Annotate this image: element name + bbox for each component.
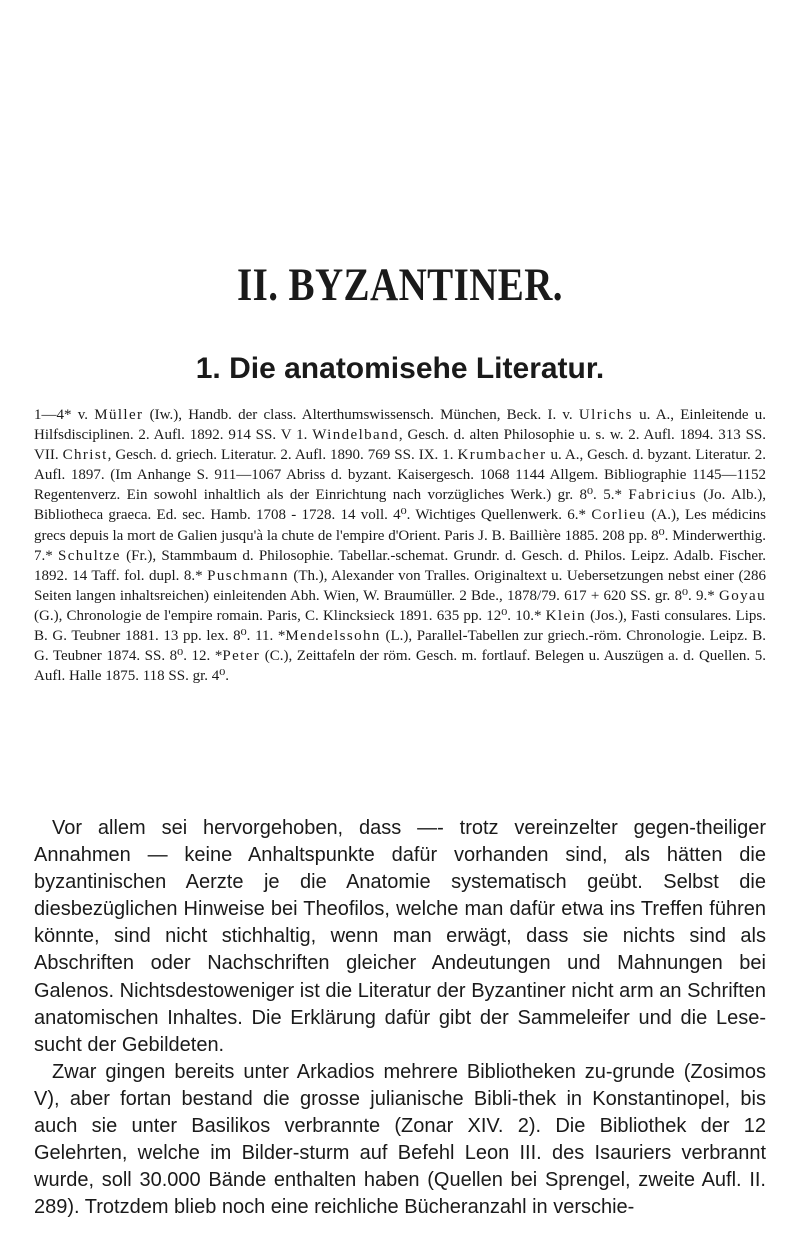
- chapter-title: II. BYZANTINER.: [237, 259, 563, 311]
- bib-text: , Gesch. d. alten Philosophie u. s. w. 2. Aufl. 1894. 313 SS. VII.: [34, 427, 766, 464]
- bib-author: Fabricius: [628, 487, 697, 504]
- bibliography-block: [34, 405, 766, 686]
- bib-author: Corlieu: [591, 507, 647, 524]
- bib-text: (A.), Les médicins grecs depuis la mort de Galien jusqu'à la chute de l'empire d'Orient. Paris J. B. Baillière 1885. 208 pp. 8⁰. Minderwerthig. 7.*: [34, 507, 767, 564]
- bib-text: u. A., Einleitende u. Hilfsdisciplinen. 2. Aufl. 1892. 914 SS. V 1.: [34, 407, 766, 444]
- bib-author: Müller: [94, 407, 144, 423]
- bib-text: v.: [562, 407, 579, 423]
- bib-text: (Iw.), Handb. der class. Alterthumswissensch. München, Beck. I.: [143, 407, 563, 423]
- bib-author: Mendelssohn: [285, 628, 381, 645]
- bib-author: Puschmann: [207, 567, 289, 584]
- bib-author: Christ: [62, 447, 108, 464]
- bib-text: (Jo. Alb.), Bibliotheca graeca. Ed. sec. Hamb. 1708 - 1728. 14 voll. 4⁰. Wichtiges Quellenwerk. 6.*: [34, 487, 766, 524]
- bib-author: Windelband: [312, 427, 399, 444]
- section-title: 1. Die anatomisehe Literatur.: [195, 352, 605, 385]
- bib-author: Goyau: [719, 587, 766, 604]
- bib-text: (Th.), Alexander von Tralles. Originaltext u. Uebersetzungen nebst einer (286 Seiten langen inhaltsreichen) einleitenden Abh. Wien, W. Braumüller. 2 Bde., 1878/79. 617 + 620 SS. gr. 8⁰. 9.*: [34, 567, 766, 604]
- bib-author: Peter: [222, 648, 261, 665]
- bib-text: (Jos.), Fasti consulares. Lips. B. G. Teubner 1881. 13 pp. lex. 8⁰. 11. *: [34, 607, 766, 645]
- bib-author: Krumbacher: [457, 447, 547, 464]
- bib-text: (G.), Chronologie de l'empire romain. Paris, C. Klincksieck 1891. 635 pp. 12⁰. 10.*: [34, 607, 546, 624]
- bib-author: Schultze: [58, 547, 121, 564]
- bib-text: , Gesch. d. griech. Literatur. 2. Aufl. 1890. 769 SS. IX. 1.: [107, 447, 458, 464]
- body-text: [34, 815, 766, 1221]
- paragraph-1: Vor allem sei hervorgehoben, dass —- trotz vereinzelter gegen-theiliger Annahmen — keine Anhaltspunkte dafür vorhanden sind, als hätten die byzantinischen Aerzte je die Anatomie systematisch geübt. Selbst die diesbezüglichen Hinweise bei Theofilos, welche man dafür etwa ins Treffen führen könnte, sind nicht stichhaltig, wenn man erwägt, dass sie nichts sind als Abschriften oder Nachschriften gleicher Andeutungen und Mahnungen bei Galenos. Nichtsdestoweniger ist die Literatur der Byzantiner nicht arm an Schriften anatomischen Inhaltes. Die Erklärung dafür gibt der Sammeleifer und die Lese-sucht der Gebildeten.: [34, 817, 766, 1056]
- bib-text: u. A., Gesch. d. byzant. Literatur. 2. Aufl. 1897. (Im Anhange S. 911—1067 Abriss d. byzant. Kaisergesch. 1068 1144 Allgem. Bibliographie 1145—1152 Regentenverz. Ein sowohl inhaltlich als der Einrichtung nach vorzügliches Werk.) gr. 8⁰. 5.*: [34, 447, 766, 504]
- bib-text: (C.), Zeittafeln der röm. Gesch. m. fortlauf. Belegen u. Auszügen a. d. Quellen. 5. Aufl. Halle 1875. 118 SS. gr. 4⁰.: [34, 648, 767, 685]
- bib-text: 1—4* v.: [34, 407, 95, 423]
- bib-text: (L.), Parallel-Tabellen zur griech.-röm. Chronologie. Leipz. B. G. Teubner 1874. SS. 8⁰. 12. *: [34, 628, 766, 665]
- bib-author: Ulrichs: [578, 407, 633, 423]
- bib-text: (Fr.), Stammbaum d. Philosophie. Tabellar.-schemat. Grundr. d. Gesch. d. Philos. Leipz. Adalb. Fischer. 1892. 14 Taff. fol. dupl. 8.*: [34, 547, 766, 584]
- bib-author: Klein: [545, 607, 586, 624]
- paragraph-2: Zwar gingen bereits unter Arkadios mehrere Bibliotheken zu-grunde (Zosimos V), aber fortan bestand die grosse julianische Bibli-thek in Konstantinopel, bis auch sie unter Basilikos verbrannte (Zonar XIV. 2). Die Bibliothek der 12 Gelehrten, welche im Bilder-sturm auf Befehl Leon III. des Isauriers verbrannt wurde, soll 30.000 Bände enthalten haben (Quellen bei Sprengel, zweite Aufl. II. 289). Trotzdem blieb noch eine reichliche Bücheranzahl in verschie-: [34, 1060, 766, 1219]
